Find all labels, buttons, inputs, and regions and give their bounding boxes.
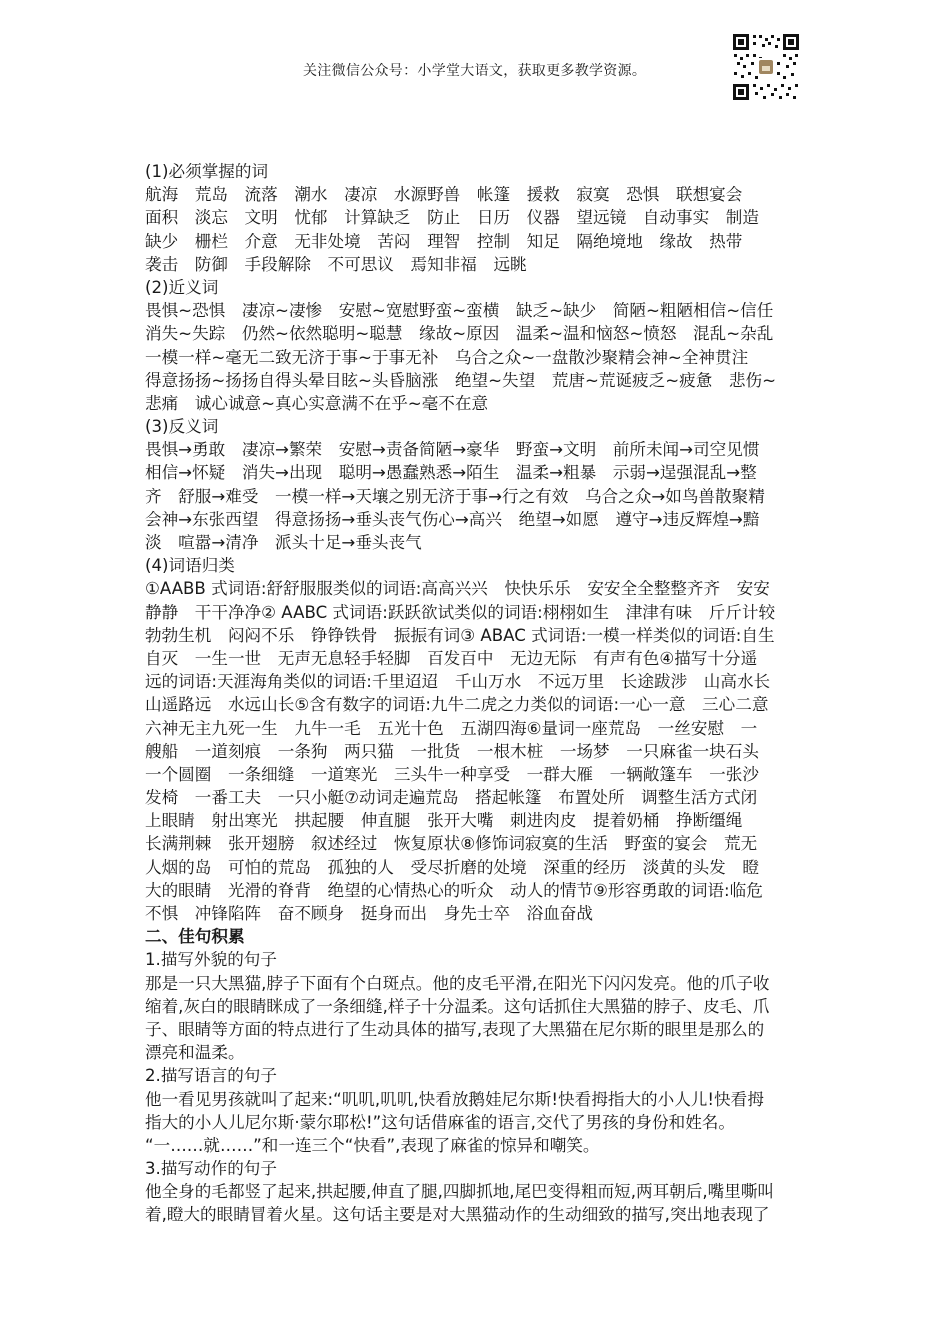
- page-header: [0, 0, 950, 120]
- text-line: 漂亮和温柔。: [145, 1043, 245, 1063]
- text-line: 缺少 栅栏 介意 无非处境 苦闷 理智 控制 知足 隔绝境地 缘故 热带: [145, 231, 743, 251]
- text-line: 相信→怀疑 消失→出现 聪明→愚蠢熟悉→陌生 温柔→粗暴 示弱→逞强混乱→整: [145, 463, 757, 483]
- text-line: 悲痛 诚心诚意~真心实意满不在乎~毫不在意: [145, 393, 489, 413]
- text-line: 人烟的岛 可怕的荒岛 孤独的人 受尽折磨的处境 深重的经历 淡黄的头发 瞪: [145, 857, 759, 877]
- text-line: 淡 喧嚣→清净 派头十足→垂头丧气: [145, 533, 422, 552]
- text-line: 航海 荒岛 流落 潮水 凄凉 水源野兽 帐篷 援救 寂寞 恐惧 联想宴会: [145, 185, 743, 205]
- text-line: 六神无主九死一生 九牛一毛 五光十色 五湖四海⑥量词一座荒岛 一丝安慰 一: [145, 718, 758, 738]
- text-line: 畏惧~恐惧 凄凉~凄惨 安慰~宽慰野蛮~蛮横 缺乏~缺少 简陋~粗陋相信~信任: [145, 301, 774, 321]
- text-line: 2.描写语言的句子: [145, 1066, 277, 1086]
- text-line: (2)近义词: [145, 277, 219, 297]
- text-line: 不惧 冲锋陷阵 奋不顾身 挺身而出 身先士卒 浴血奋战: [145, 904, 594, 923]
- text-line: 着,瞪大的眼睛冒着火星。这句话主要是对大黑猫动作的生动细致的描写,突出地表现了: [145, 1205, 770, 1225]
- text-line: (1)必须掌握的词: [145, 162, 269, 181]
- text-line: 缩着,灰白的眼睛眯成了一条细缝,样子十分温柔。这句话抓住大黑猫的脖子、皮毛、爪: [145, 996, 770, 1016]
- section-heading: 二、佳句积累: [145, 927, 245, 947]
- text-line: 艘船 一道刻痕 一条狗 两只猫 一批货 一根木桩 一场梦 一只麻雀一块石头: [145, 741, 759, 761]
- text-line: 指大的小人儿尼尔斯·蒙尔耶松!”这句话借麻雀的语言,交代了男孩的身份和姓名。: [145, 1112, 735, 1132]
- document-body: [145, 160, 810, 1250]
- text-line: 他全身的毛都竖了起来,拱起腰,伸直了腿,四脚抓地,尾巴变得粗而短,两耳朝后,嘴里嘶叫: [145, 1182, 775, 1202]
- text-line: 那是一只大黑猫,脖子下面有个白斑点。他的皮毛平滑,在阳光下闪闪发亮。他的爪子收: [145, 973, 770, 993]
- text-line: 勃勃生机 闷闷不乐 铮铮铁骨 振振有词③ ABAC 式词语:一模一样类似的词语:自生: [145, 625, 775, 645]
- text-line: 长满荆棘 张开翅膀 叙述经过 恢复原状⑧修饰词寂寞的生活 野蛮的宴会 荒无: [145, 834, 758, 854]
- text-line: 远的词语:天涯海角类似的词语:千里迢迢 千山万水 不远万里 长途跋涉 山高水长: [145, 672, 771, 692]
- text-line: 他一看见男孩就叫了起来:“叽叽,叽叽,快看放鹅娃尼尔斯!快看拇指大的小人儿!快看拇: [145, 1089, 764, 1109]
- text-line: (4)词语归类: [145, 556, 235, 576]
- text-line: [145, 1227, 810, 1250]
- text-line: 一个圆圈 一条细缝 一道寒光 三头牛一种享受 一群大雁 一辆敞篷车 一张沙: [145, 764, 759, 784]
- text-line: 山遥路远 水远山长⑤含有数字的词语:九牛二虎之力类似的词语:一心一意 三心二意: [145, 695, 769, 715]
- text-line: 得意扬扬~扬扬自得头晕目眩~头昏脑涨 绝望~失望 荒唐~荒诞疲乏~疲惫 悲伤~: [145, 370, 777, 390]
- qr-code-icon: [731, 32, 801, 102]
- text-line: 静静 干干净净② AABC 式词语:跃跃欲试类似的词语:栩栩如生 津津有味 斤斤计较: [145, 602, 776, 622]
- text-line: 会神→东张西望 得意扬扬→垂头丧气伤心→高兴 绝望→如愿 遵守→违反辉煌→黯: [145, 509, 760, 529]
- text-line: 上眼睛 射出寒光 拱起腰 伸直腿 张开大嘴 刺进肉皮 提着奶桶 挣断缰绳: [145, 811, 743, 831]
- text-line: 发椅 一番工夫 一只小艇⑦动词走遍荒岛 搭起帐篷 布置处所 调整生活方式闭: [145, 788, 758, 808]
- text-line: 自灭 一生一世 无声无息轻手轻脚 百发百中 无边无际 有声有色④描写十分遥: [145, 648, 758, 668]
- text-line: 袭击 防御 手段解除 不可思议 焉知非福 远眺: [145, 254, 527, 274]
- text-line: 1.描写外貌的句子: [145, 950, 277, 970]
- text-line: 畏惧→勇敢 凄凉→繁荣 安慰→责备简陋→豪华 野蛮→文明 前所未闻→司空见惯: [145, 440, 760, 460]
- text-line: ①AABB 式词语:舒舒服服类似的词语:高高兴兴 快快乐乐 安安全全整整齐齐 安安: [145, 579, 770, 599]
- text-line: 子、眼睛等方面的特点进行了生动具体的描写,表现了大黑猫在尼尔斯的眼里是那么的: [145, 1019, 765, 1039]
- text-line: 面积 淡忘 文明 忧郁 计算缺乏 防止 日历 仪器 望远镜 自动事实 制造: [145, 208, 759, 228]
- text-line: (3)反义词: [145, 417, 219, 437]
- text-line: 消失~失踪 仍然~依然聪明~聪慧 缘故~原因 温柔~温和恼怒~愤怒 混乱~杂乱: [145, 324, 774, 344]
- text-line: 3.描写动作的句子: [145, 1159, 277, 1179]
- text-line: 大的眼睛 光滑的脊背 绝望的心情热心的听众 动人的情节⑨形容勇敢的词语:临危: [145, 880, 763, 900]
- text-line: 齐 舒服→难受 一模一样→天壤之别无济于事→行之有效 乌合之众→如鸟兽散聚精: [145, 486, 765, 506]
- text-line: 一模一样~毫无二致无济于事~于事无补 乌合之众~一盘散沙聚精会神~全神贯注: [145, 347, 749, 367]
- text-line: “一……就……”和一连三个“快看”,表现了麻雀的惊异和嘲笑。: [145, 1135, 600, 1155]
- header-promo-text: 关注微信公众号：小学堂大语文，获取更多教学资源。: [303, 63, 647, 79]
